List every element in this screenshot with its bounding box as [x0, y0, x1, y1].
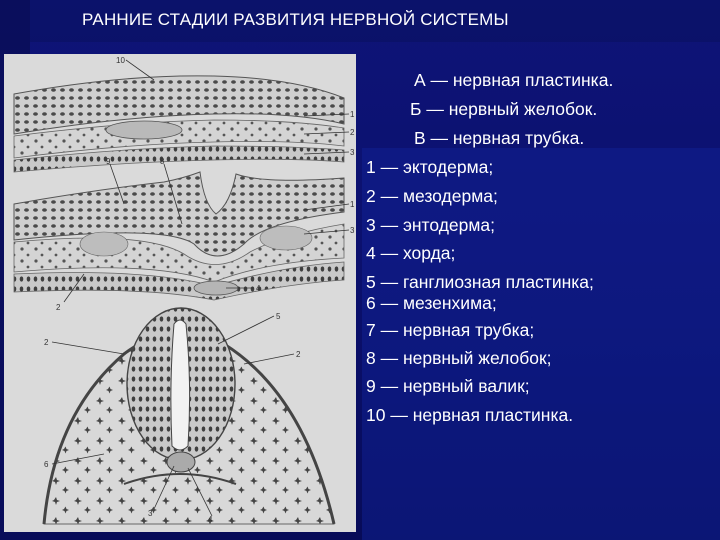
callout-2a: 2 [350, 128, 355, 137]
callout-3a: 3 [350, 148, 355, 157]
legend-item-5: 5 — ганглиозная пластинка; [366, 272, 594, 292]
section-a-neural-plate [14, 76, 344, 172]
legend-item-9: 9 — нервный валик; [366, 376, 530, 396]
legend-item-7: 7 — нервная трубка; [366, 320, 535, 340]
legend-item-2: 2 — мезодерма; [366, 186, 498, 206]
callout-2d: 2 [296, 350, 301, 359]
callout-1a: 1 [350, 110, 355, 119]
callout-1b: 1 [350, 200, 355, 209]
legend-item-10: 10 — нервная пластинка. [366, 405, 574, 425]
callout-6: 6 [44, 460, 49, 469]
legend-panel-background [362, 148, 720, 540]
legend-stage-a: А — нервная пластинка. [414, 70, 614, 90]
legend-stage-b: Б — нервный желобок. [410, 99, 598, 119]
callout-10: 10 [116, 56, 125, 65]
callout-9: 9 [106, 157, 111, 166]
callout-3b: 3 [350, 226, 355, 235]
callout-8: 8 [160, 157, 165, 166]
legend-item-6: 6 — мезенхима; [366, 293, 497, 313]
section-b-neural-groove [14, 172, 344, 300]
callout-3c: 3 [148, 509, 153, 518]
callout-2b: 2 [56, 303, 61, 312]
callout-5: 5 [276, 312, 281, 321]
callout-2c: 2 [44, 338, 49, 347]
legend-item-4: 4 — хорда; [366, 243, 456, 263]
legend-stage-c: В — нервная трубка. [414, 128, 585, 148]
legend-item-1: 1 — эктодерма; [366, 157, 494, 177]
callout-4a: 4 [256, 284, 261, 293]
callout-4b: 4 [208, 515, 213, 524]
embryo-sections-drawing [4, 54, 356, 532]
section-c-neural-tube [44, 308, 334, 524]
legend-item-8: 8 — нервный желобок; [366, 348, 552, 368]
slide-title: РАННИЕ СТАДИИ РАЗВИТИЯ НЕРВНОЙ СИСТЕМЫ [82, 10, 509, 29]
legend-item-3: 3 — энтодерма; [366, 215, 496, 235]
histology-figure [4, 54, 356, 532]
